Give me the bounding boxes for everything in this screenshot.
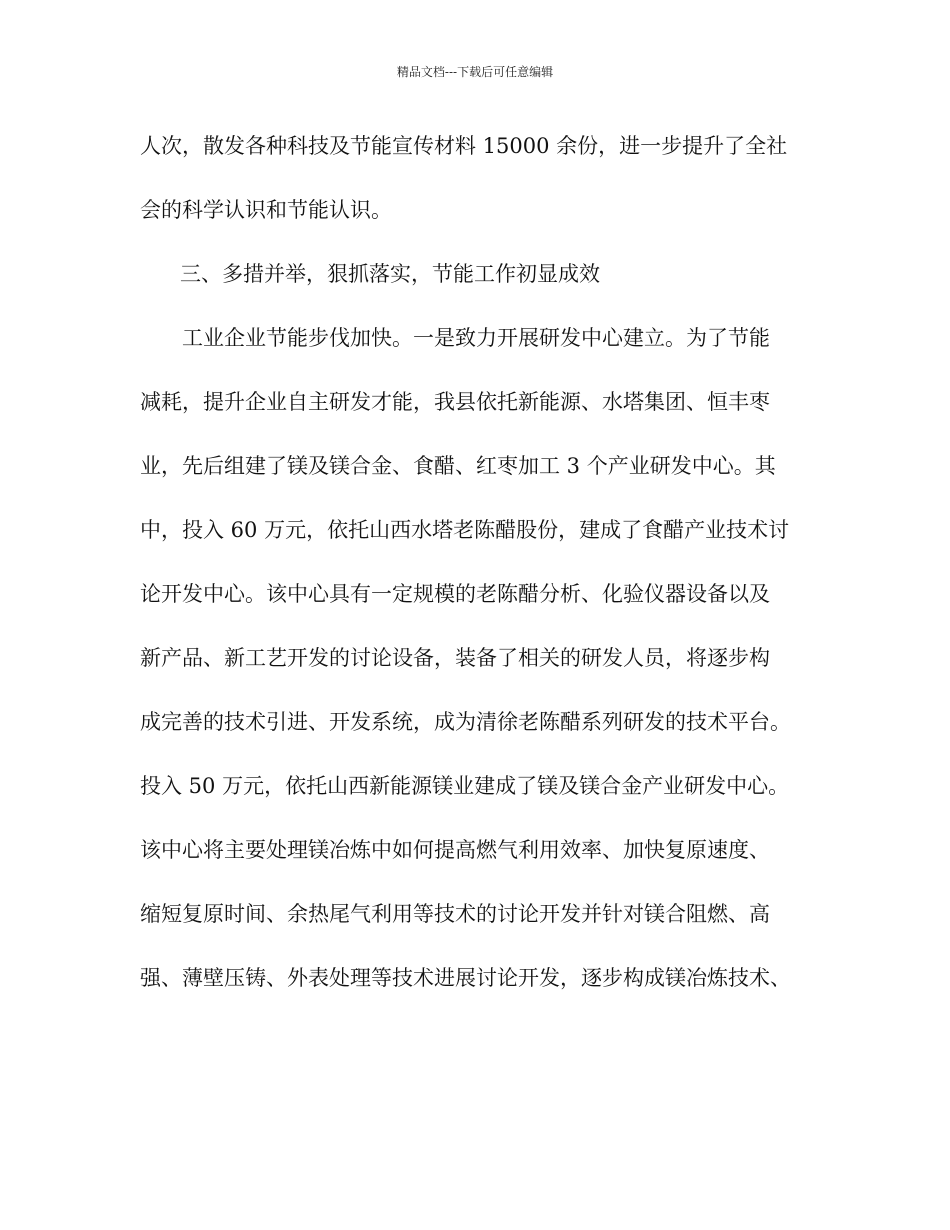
text-line: 强、薄壁压铸、外表处理等技术进展讨论开发，逐步构成镁冶炼技术、	[140, 966, 791, 990]
text-line: 该中心将主要处理镁冶炼中如何提高燃气利用效率、加快复原速度、	[140, 838, 770, 862]
text-line: 论开发中心。该中心具有一定规模的老陈醋分析、化验仪器设备以及	[140, 582, 770, 606]
page-header: 精品文档---下载后可任意编辑	[396, 65, 554, 79]
text-line: 新产品、新工艺开发的讨论设备，装备了相关的研发人员，将逐步构	[140, 646, 770, 670]
text-line: 缩短复原时间、余热尾气利用等技术的讨论开发并针对镁合阻燃、高	[140, 902, 770, 926]
text-line: 人次，散发各种科技及节能宣传材料 15000 余份，进一步提升了全社	[140, 134, 788, 158]
text-line: 中，投入 60 万元，依托山西水塔老陈醋股份，建成了食醋产业技术讨	[140, 518, 790, 542]
text-line: 投入 50 万元，依托山西新能源镁业建成了镁及镁合金产业研发中心。	[140, 774, 790, 798]
paragraph-first-line: 工业企业节能步伐加快。一是致力开展研发中心建立。为了节能	[182, 326, 770, 350]
section-heading: 三、多措并举，狠抓落实，节能工作初显成效	[180, 262, 600, 286]
text-line: 业，先后组建了镁及镁合金、食醋、红枣加工 3 个产业研发中心。其	[140, 454, 776, 478]
text-line: 会的科学认识和节能认识。	[140, 198, 392, 222]
body-text	[140, 126, 830, 1022]
text-line: 减耗，提升企业自主研发才能，我县依托新能源、水塔集团、恒丰枣	[140, 390, 770, 414]
text-line: 成完善的技术引进、开发系统，成为清徐老陈醋系列研发的技术平台。	[140, 710, 791, 734]
